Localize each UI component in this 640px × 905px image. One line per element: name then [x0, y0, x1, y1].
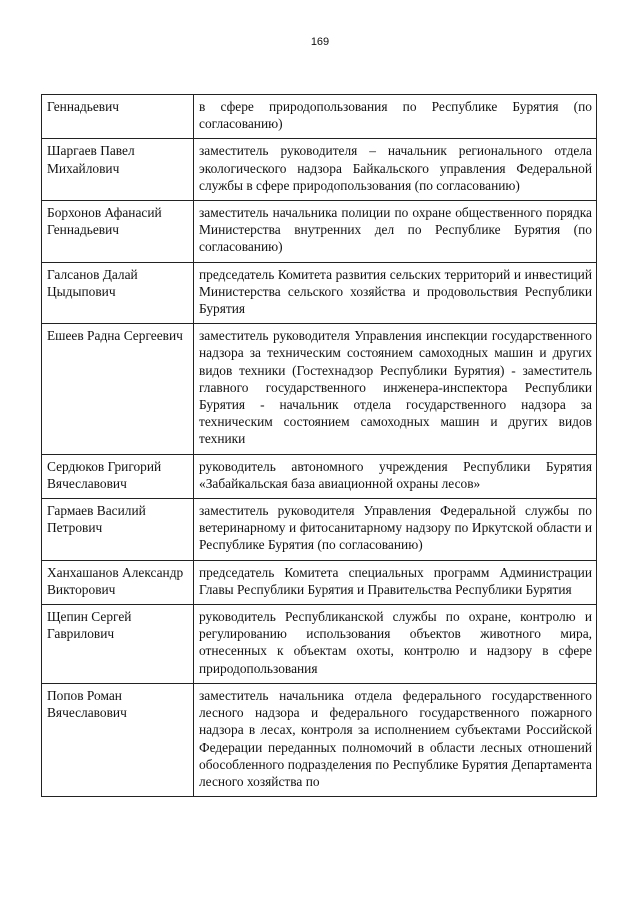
member-role: заместитель руководителя – начальник регионального отдела экологического надзора Байкальского управления Федеральной службы в сфере природопользования (по согласованию) [194, 139, 597, 201]
member-name: Геннадьевич [42, 95, 194, 139]
member-role: руководитель Республиканской службы по охране, контролю и регулированию использования объектов животного мира, отнесенных к объектам охоты, контролю и надзору в сфере природопользования [194, 605, 597, 684]
member-name: Шаргаев Павел Михайлович [42, 139, 194, 201]
member-role: председатель Комитета развития сельских территорий и инвестиций Министерства сельского хозяйства и продовольствия Республики Бурятия [194, 262, 597, 324]
member-role: председатель Комитета специальных программ Администрации Главы Республики Бурятия и Правительства Республики Бурятия [194, 560, 597, 604]
table-row [42, 262, 597, 324]
member-role: заместитель руководителя Управления инспекции государственного надзора за техническим состоянием самоходных машин и других видов техники (Гостехнадзор Республики Бурятия) - заместитель главного государственного инженера-инспектора Республики Бурятия - начальник отдела государственного надзора за техническим состоянием самоходных машин и других видов техники [194, 324, 597, 454]
member-name: Ешеев Радна Сергеевич [42, 324, 194, 454]
member-name: Ханхашанов Александр Викторович [42, 560, 194, 604]
member-role: заместитель начальника полиции по охране общественного порядка Министерства внутренних дел по Республике Бурятия (по согласованию) [194, 201, 597, 263]
table-row [42, 605, 597, 684]
member-name: Гармаев Василий Петрович [42, 499, 194, 561]
member-name: Попов Роман Вячеславович [42, 683, 194, 796]
table-row [42, 499, 597, 561]
member-name: Щепин Сергей Гаврилович [42, 605, 194, 684]
member-role: заместитель начальника отдела федерального государственного лесного надзора и федерального государственного пожарного надзора в лесах, контроля за исполнением субъектами Российской Федерации переданных полномочий в области лесных отношений обособленного подразделения по Республике Бурятия Департамента лесного хозяйства по [194, 683, 597, 796]
table-row [42, 139, 597, 201]
table-row [42, 324, 597, 454]
member-name: Сердюков Григорий Вячеславович [42, 454, 194, 498]
commission-members-table [41, 94, 597, 797]
member-role: руководитель автономного учреждения Республики Бурятия «Забайкальская база авиационной охраны лесов» [194, 454, 597, 498]
member-role: заместитель руководителя Управления Федеральной службы по ветеринарному и фитосанитарному надзору по Иркутской области и Республике Бурятия (по согласованию) [194, 499, 597, 561]
member-name: Борхонов Афанасий Геннадьевич [42, 201, 194, 263]
table-row [42, 683, 597, 796]
member-name: Галсанов Далай Цыдыпович [42, 262, 194, 324]
page-number: 169 [310, 36, 330, 48]
table-row [42, 201, 597, 263]
table-row [42, 560, 597, 604]
table-row [42, 95, 597, 139]
member-role: в сфере природопользования по Республике Бурятия (по согласованию) [194, 95, 597, 139]
table-row [42, 454, 597, 498]
